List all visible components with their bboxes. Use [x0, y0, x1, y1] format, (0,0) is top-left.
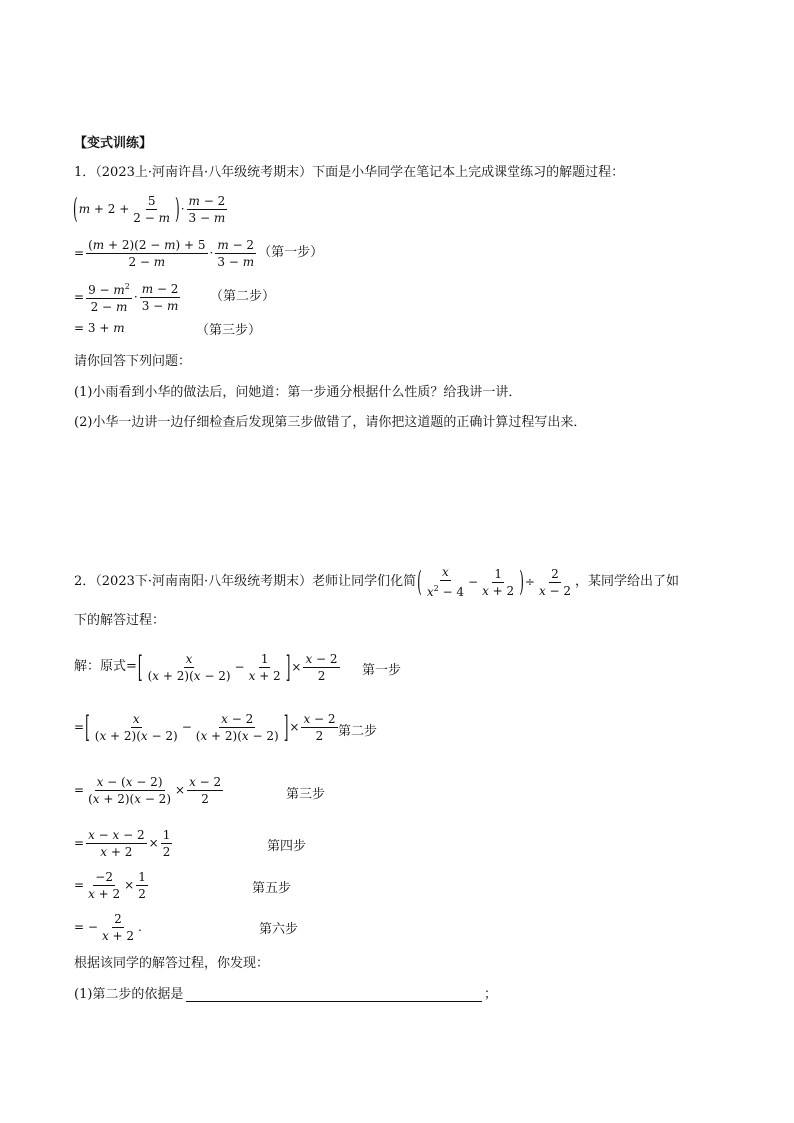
q2-solution-step6: = − $\frac{2}{x + 2}$ . [74, 911, 142, 943]
q2-part1-end: ； [484, 987, 498, 1002]
q2-intro-line: 2．（2023下·河南南阳·八年级统考期末）老师让同学们化简 ( $\frac{x}{x^2 - 4}$ − $\frac{1}{x + 2}$ ) ÷ $\frac{2}{x - 2}$ ，某同学给出了如 [74, 565, 680, 599]
q2-finding: 根据该同学的解答过程，你发现： [74, 956, 270, 971]
q1-prompt: 请你回答下列问题： [74, 354, 192, 369]
q2-solution-step4: = $\frac{x - x - 2}{x + 2}$ × $\frac{1}{2}$ [74, 827, 171, 859]
q1-step1-line: = $\frac{(m + 2)(2 - m) + 5}{2 - m}$ · $\frac{m - 2}{3 - m}$ （第一步） [74, 237, 324, 269]
q2-step3-label: 第三步 [286, 787, 326, 802]
q2-step2-label: 第二步 [338, 724, 378, 739]
q1-part2: (2)小华一边讲一边仔细检查后发现第三步做错了，请你把这道题的正确计算过程写出来． [74, 415, 587, 430]
q2-solution-step2: = [ $\frac{x}{(x + 2)(x - 2)}$ − $\frac{x - 2}{(x + 2)(x - 2)}$ ] × $\frac{x - 2}{2}$ [74, 709, 336, 745]
q2-part1-answer-blank[interactable] [186, 1001, 482, 1002]
q1-step3-line: = 3 + m [74, 321, 125, 335]
section-title: 【变式训练】 [74, 136, 153, 151]
q1-step2-label: （第二步） [210, 289, 276, 304]
q1-step3-label: （第三步） [196, 323, 262, 338]
q2-step4-label: 第四步 [267, 839, 307, 854]
q2-step6-label: 第六步 [259, 922, 299, 937]
q2-solution-step1: 解：原式= [ $\frac{x}{(x + 2)(x - 2)}$ − $\frac{1}{x + 2}$ ] × $\frac{x - 2}{2}$ [74, 649, 338, 685]
q2-intro-a: 2．（2023下·河南南阳·八年级统考期末）老师让同学们化简 [74, 574, 417, 589]
q1-expression-line: ( m + 2 + $\frac{5}{2 - m}$ ) · $\frac{m - 2}{3 - m}$ [73, 192, 226, 226]
q2-step5-label: 第五步 [252, 881, 292, 896]
q2-solution-step5: = $\frac{-2}{x + 2}$ × $\frac{1}{2}$ [74, 869, 146, 901]
q1-part1: (1)小雨看到小华的做法后，问她道：第一步通分根据什么性质？给我讲一讲． [74, 385, 522, 400]
q1-step1-label: （第一步） [258, 245, 324, 260]
q1-step2-line: = $\frac{9 - m^2}{2 - m}$ · $\frac{m - 2}{3 - m}$ [74, 281, 179, 314]
q2-step1-label: 第一步 [362, 663, 402, 678]
q2-solution-step3: = $\frac{x - (x - 2)}{(x + 2)(x - 2)}$ × $\frac{x - 2}{2}$ [74, 774, 222, 806]
q2-intro-b: ，某同学给出了如 [575, 574, 680, 589]
q1-intro: 1．（2023上·河南许昌·八年级统考期末）下面是小华同学在笔记本上完成课堂练习的解题过程： [74, 165, 625, 180]
q2-part1-label: (1)第二步的依据是 [74, 987, 184, 1002]
q2-solution-prefix: 解：原式= [74, 659, 137, 674]
q2-intro-c: 下的解答过程： [74, 613, 166, 628]
